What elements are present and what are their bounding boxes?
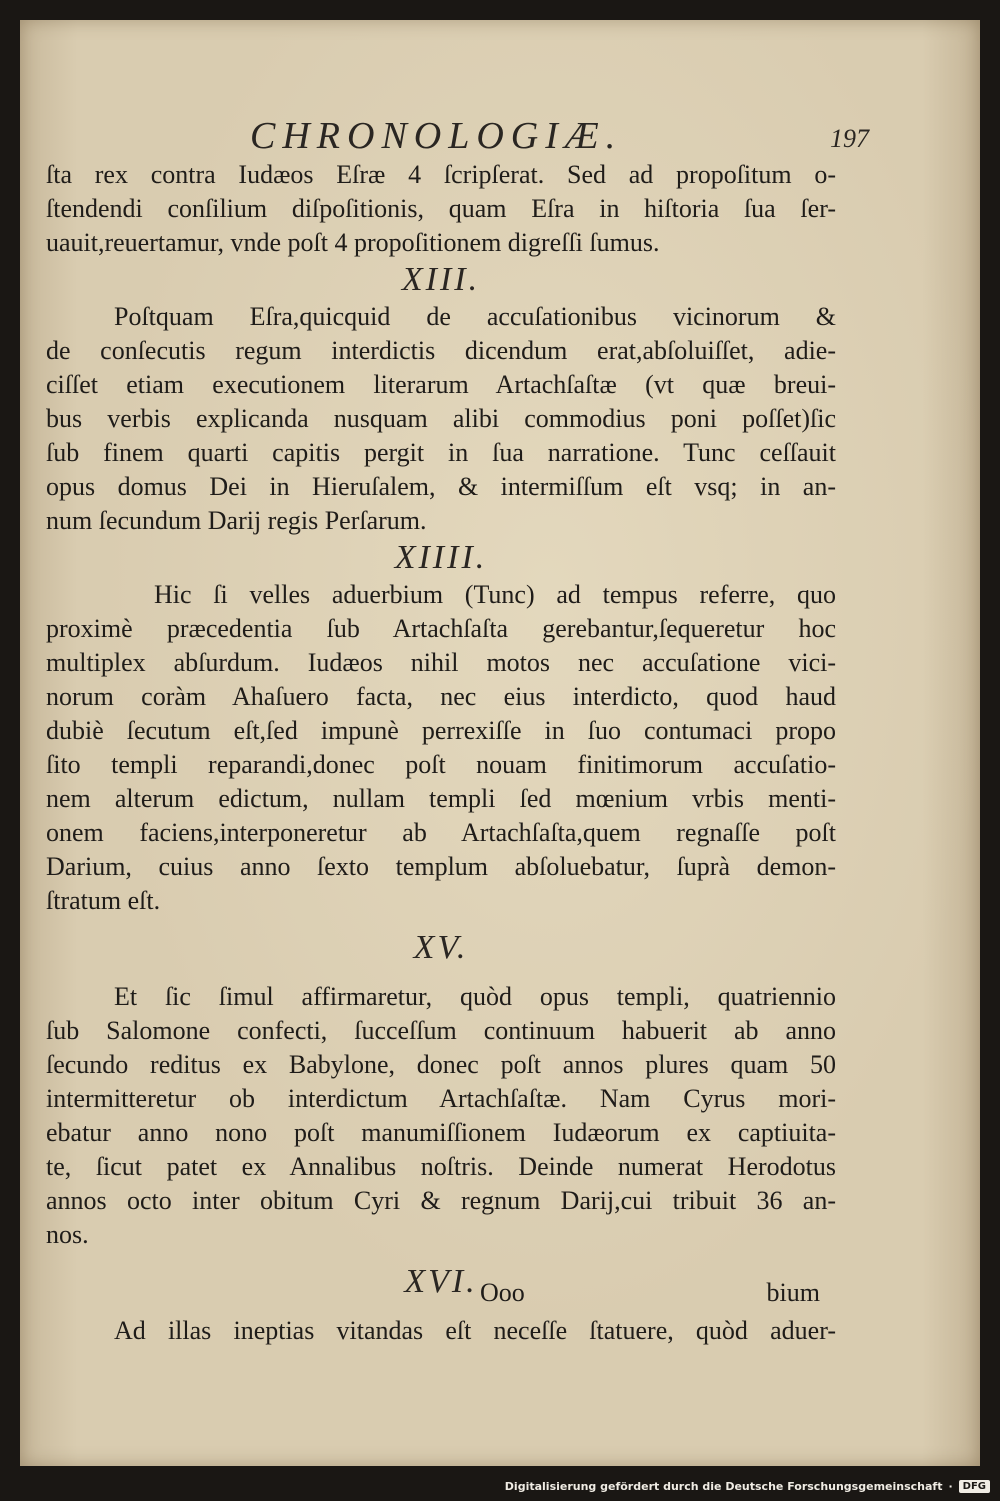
text-line: Hic ſi velles aduerbium (Tunc) ad tempus referre, quo [154,580,836,609]
text-line: te, ſicut patet ex Annalibus noſtris. Deinde numerat Herodotus [46,1152,836,1181]
book-page [20,20,980,1466]
text-line: opus domus Dei in Hieruſalem, & intermiſſum eſt vsq; in an- [46,472,836,501]
text-line: Ad illas ineptias vitandas eſt neceſſe ſtatuere, quòd aduer- [114,1316,836,1345]
text-line: ebatur anno nono poſt manumiſſionem Iudæorum ex captiuita- [46,1118,836,1147]
section-numeral-xvi: XVI. [404,1263,478,1300]
text-line: nos. [46,1220,89,1249]
dfg-logo-separator: · [948,1479,953,1493]
text-line: ſub finem quarti capitis pergit in ſua narratione. Tunc ceſſauit [46,438,836,467]
text-line: ſub Salomone confecti, ſucceſſum continuum habuerit ab anno [46,1016,836,1045]
section-numeral-xiii: XIII. [401,261,481,298]
text-line: de conſecutis regum interdictis dicendum erat,abſoluiſſet, adie- [46,336,836,365]
dfg-logo: DFG [959,1480,990,1493]
text-line: nem alterum edictum, nullam templi ſed mœnium vrbis menti- [46,784,836,813]
body-text [46,158,836,1348]
text-line: ſta rex contra Iudæos Eſræ 4 ſcripſerat. Sed ad propoſitum o- [46,160,836,189]
text-line: ſtratum eſt. [46,886,161,915]
text-line: Et ſic ſimul affirmaretur, quòd opus templi, quatriennio [114,982,836,1011]
text-line: multiplex abſurdum. Iudæos nihil motos nec accuſatione vici- [46,648,836,677]
credit-text: Digitalisierung gefördert durch die Deutsche Forschungsgemeinschaft [504,1479,943,1493]
text-line: dubiè ſecutum eſt,ſed impunè perrexiſſe in ſuo contumaci propo [46,716,836,745]
text-line: intermitteretur ob interdictum Artachſaſtæ. Nam Cyrus mori- [46,1084,836,1113]
page-footer [480,1278,820,1312]
section-numeral-xv: XV. [413,929,469,966]
catchword: bium [766,1278,820,1307]
text-line: annos octo inter obitum Cyri & regnum Darij,cui tribuit 36 an- [46,1186,836,1215]
text-line: Darium, cuius anno ſexto templum abſoluebatur, ſuprà demon- [46,852,836,881]
text-line: ciſſet etiam executionem literarum Artachſaſtæ (vt quæ breui- [46,370,836,399]
text-line: Poſtquam Eſra,quicquid de accuſationibus vicinorum & [114,302,836,331]
text-line: uauit,reuertamur, vnde poſt 4 propoſitionem digreſſi ſumus. [46,228,660,257]
page-header [20,114,980,164]
text-line: num ſecundum Darij regis Perſarum. [46,506,427,535]
text-line: ſtendendi conſilium diſpoſitionis, quam Eſra in hiſtoria ſua ſer- [46,194,836,223]
running-title: CHRONOLOGIÆ. [250,115,623,157]
text-line: ſito templi reparandi,donec poſt nouam finitimorum accuſatio- [46,750,836,779]
text-line: proximè præcedentia ſub Artachſaſta gerebantur,ſequeretur hoc [46,614,836,643]
text-line: ſecundo reditus ex Babylone, donec poſt annos plures quam 50 [46,1050,836,1079]
text-line: onem faciens,interponeretur ab Artachſaſta,quem regnaſſe poſt [46,818,836,847]
page-number: 197 [830,124,869,153]
section-numeral-xiiii: XIIII. [394,539,488,576]
text-line: norum coràm Ahaſuero facta, nec eius interdicto, quod haud [46,682,836,711]
digitization-credit [505,1475,990,1497]
signature-mark: Ooo [480,1278,525,1307]
text-line: bus verbis explicanda nusquam alibi commodius poni poſſet)ſic [46,404,836,433]
